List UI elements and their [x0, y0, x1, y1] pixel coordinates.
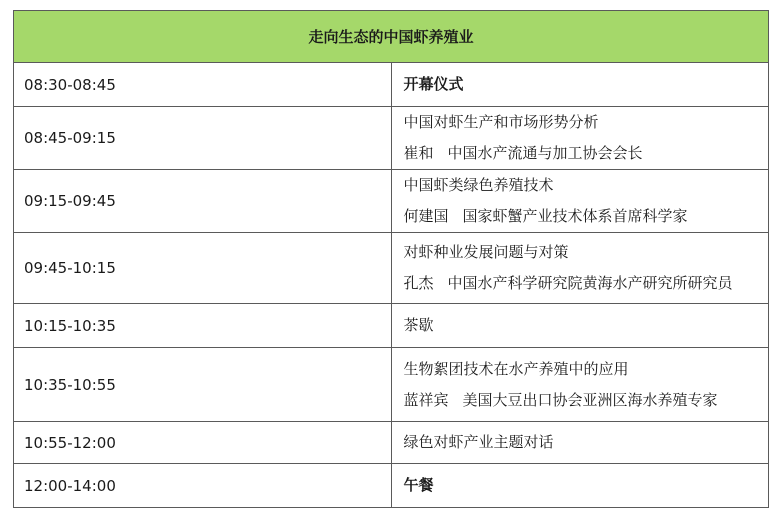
- time-slot: 12:00-14:00: [14, 464, 392, 508]
- speaker-name: 崔和: [403, 144, 434, 162]
- speaker-affiliation: 中国水产科学研究院黄海水产研究所研究员: [447, 274, 733, 292]
- speaker-name: 何建国: [403, 207, 449, 225]
- session-topic: 生物絮团技术在水产养殖中的应用: [403, 359, 629, 378]
- session-cell: [391, 464, 769, 508]
- agenda-row: [14, 63, 769, 107]
- agenda-row: [14, 422, 769, 464]
- agenda-row: [14, 464, 769, 508]
- session-cell: [391, 63, 769, 107]
- speaker-name: 孔杰: [403, 274, 434, 292]
- time-slot: 09:15-09:45: [14, 170, 392, 233]
- speaker-affiliation: 美国大豆出口协会亚洲区海水养殖专家: [462, 390, 718, 409]
- agenda-table: [13, 10, 769, 508]
- session-topic: 茶歇: [403, 316, 434, 334]
- session-cell: [391, 422, 769, 464]
- session-topic: 开幕仪式: [403, 75, 464, 93]
- time-slot: 10:55-12:00: [14, 422, 392, 464]
- agenda-row: [14, 348, 769, 422]
- agenda-row: [14, 233, 769, 304]
- session-topic: 对虾种业发展问题与对策: [403, 243, 569, 261]
- speaker-affiliation: 中国水产流通与加工协会会长: [447, 144, 643, 162]
- time-slot: 10:35-10:55: [14, 348, 392, 422]
- time-slot: 09:45-10:15: [14, 233, 392, 304]
- session-cell: [391, 107, 769, 170]
- session-topic: 绿色对虾产业主题对话: [403, 433, 554, 451]
- speaker-line: [404, 201, 769, 232]
- agenda-row: [14, 304, 769, 348]
- session-cell: [391, 304, 769, 348]
- speaker-affiliation: 国家虾蟹产业技术体系首席科学家: [462, 207, 688, 225]
- speaker-name: 蓝祥宾: [403, 390, 449, 409]
- agenda-row: [14, 170, 769, 233]
- agenda-title: 走向生态的中国虾养殖业: [14, 11, 769, 63]
- session-cell: [391, 170, 769, 233]
- time-slot: 08:45-09:15: [14, 107, 392, 170]
- session-topic: 中国对虾生产和市场形势分析: [403, 113, 599, 131]
- agenda-row: [14, 107, 769, 170]
- speaker-line: [404, 385, 769, 416]
- session-topic: 午餐: [403, 476, 434, 494]
- session-cell: [391, 233, 769, 304]
- time-slot: 08:30-08:45: [14, 63, 392, 107]
- session-cell: [391, 348, 769, 422]
- time-slot: 10:15-10:35: [14, 304, 392, 348]
- agenda-title-row: [14, 11, 769, 63]
- session-topic: 中国虾类绿色养殖技术: [403, 176, 554, 194]
- speaker-line: [404, 268, 769, 299]
- speaker-line: [404, 138, 769, 169]
